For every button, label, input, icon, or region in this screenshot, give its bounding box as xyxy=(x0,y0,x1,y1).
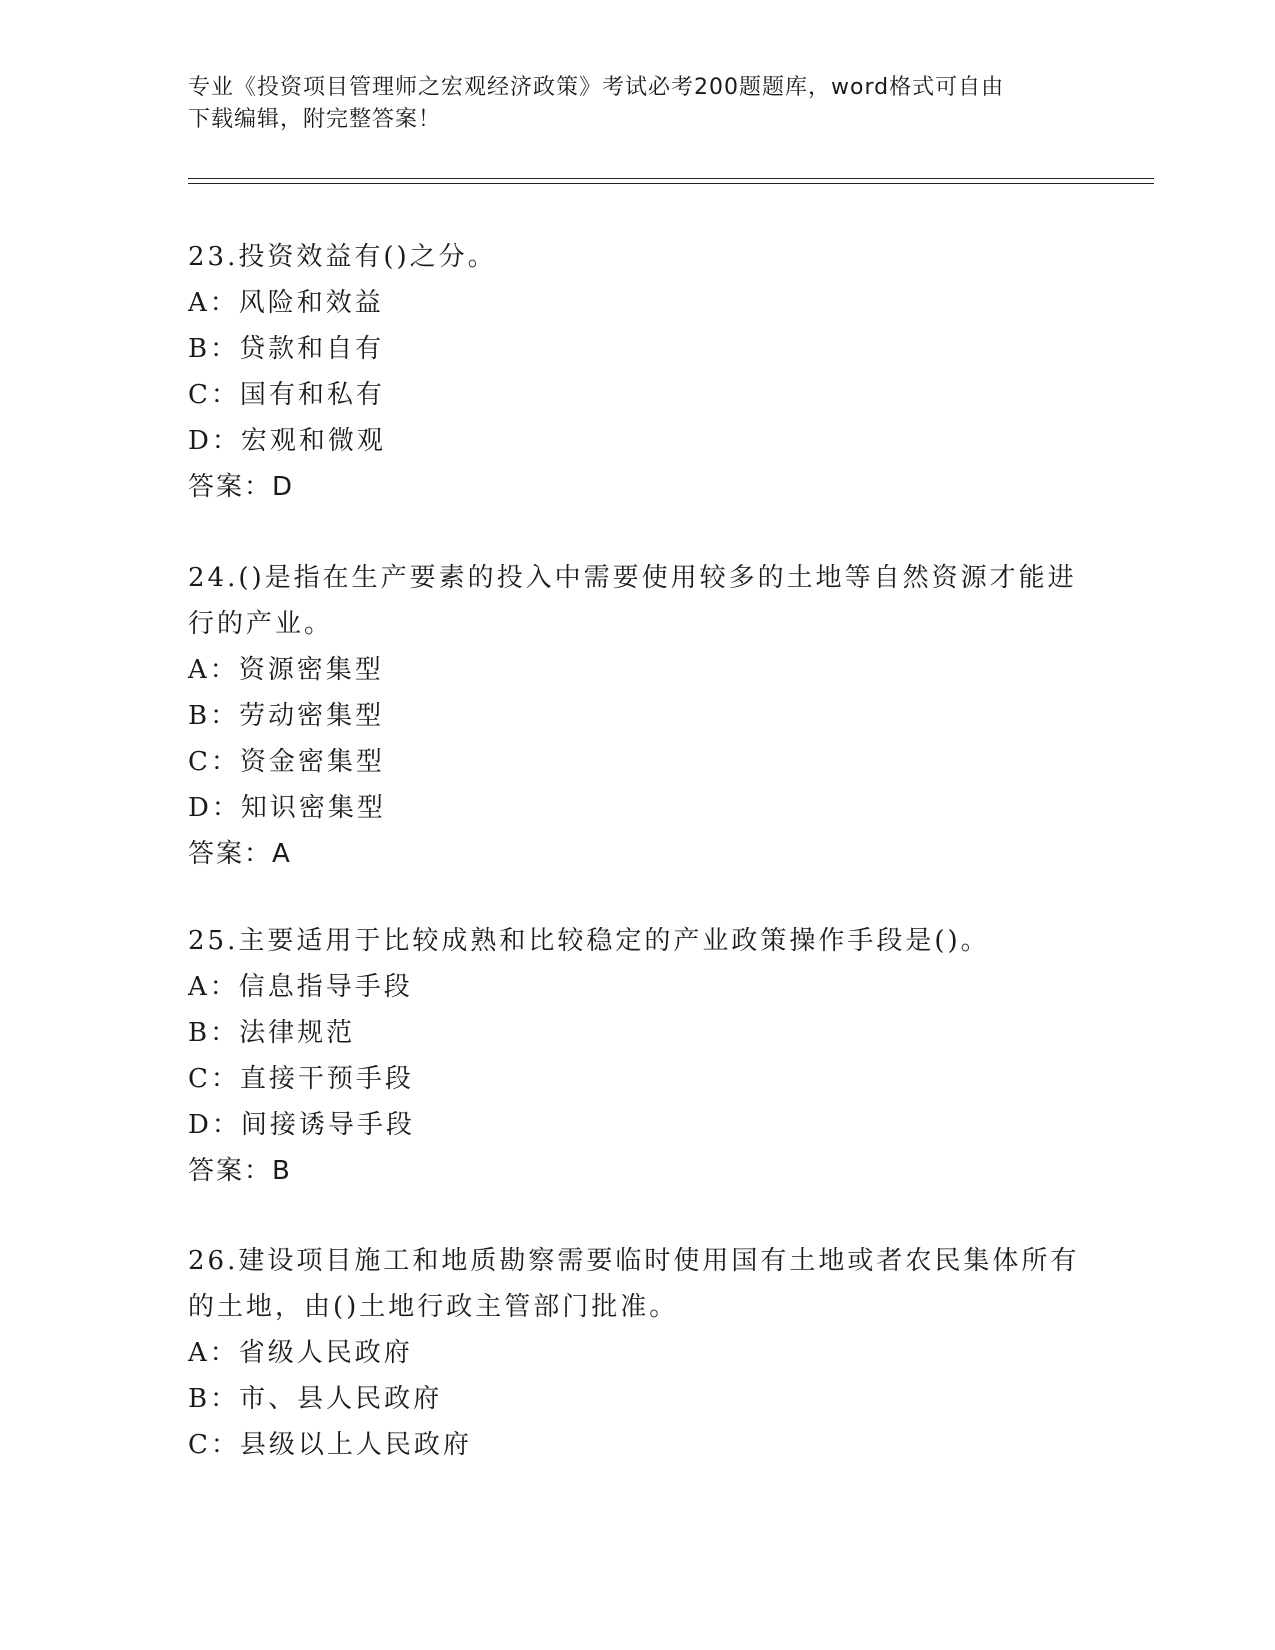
option-b: B：市、县人民政府 xyxy=(188,1384,443,1414)
question-stem-line-1: 26.建设项目施工和地质勘察需要临时使用国有土地或者农民集体所有 xyxy=(188,1246,1080,1276)
option-b: B：劳动密集型 xyxy=(188,701,385,731)
question-stem: 25.主要适用于比较成熟和比较稳定的产业政策操作手段是()。 xyxy=(188,926,990,956)
option-a: A：省级人民政府 xyxy=(188,1338,413,1368)
question-25 xyxy=(188,918,1088,1194)
header-intro-line-2: 下载编辑，附完整答案！ xyxy=(188,107,442,132)
option-d: D：间接诱导手段 xyxy=(188,1110,415,1140)
option-a: A：资源密集型 xyxy=(188,655,384,685)
question-stem: 23.投资效益有()之分。 xyxy=(188,242,497,272)
document-header xyxy=(188,72,1088,136)
header-intro-line-1: 专业《投资项目管理师之宏观经济政策》考试必考200题题库，word格式可自由 xyxy=(188,75,1005,100)
answer: 答案：B xyxy=(188,1156,292,1186)
option-d: D：知识密集型 xyxy=(188,793,386,823)
option-c: C：直接干预手段 xyxy=(188,1064,414,1094)
answer: 答案：A xyxy=(188,839,292,869)
option-c: C：资金密集型 xyxy=(188,747,385,777)
question-stem-line-2: 行的产业。 xyxy=(188,609,334,639)
question-26 xyxy=(188,1238,1088,1468)
option-a: A：信息指导手段 xyxy=(188,972,413,1002)
option-a: A：风险和效益 xyxy=(188,288,384,318)
option-b: B：贷款和自有 xyxy=(188,334,385,364)
option-d: D：宏观和微观 xyxy=(188,426,386,456)
option-c: C：县级以上人民政府 xyxy=(188,1430,472,1460)
option-c: C：国有和私有 xyxy=(188,380,385,410)
header-divider-bottom xyxy=(188,183,1154,184)
answer: 答案：D xyxy=(188,472,295,502)
question-23 xyxy=(188,234,1088,510)
header-divider-top xyxy=(188,178,1154,179)
option-b: B：法律规范 xyxy=(188,1018,356,1048)
question-stem-line-1: 24.()是指在生产要素的投入中需要使用较多的土地等自然资源才能进 xyxy=(188,563,1077,593)
question-24 xyxy=(188,555,1088,877)
question-stem-line-2: 的土地，由()土地行政主管部门批准。 xyxy=(188,1292,679,1322)
